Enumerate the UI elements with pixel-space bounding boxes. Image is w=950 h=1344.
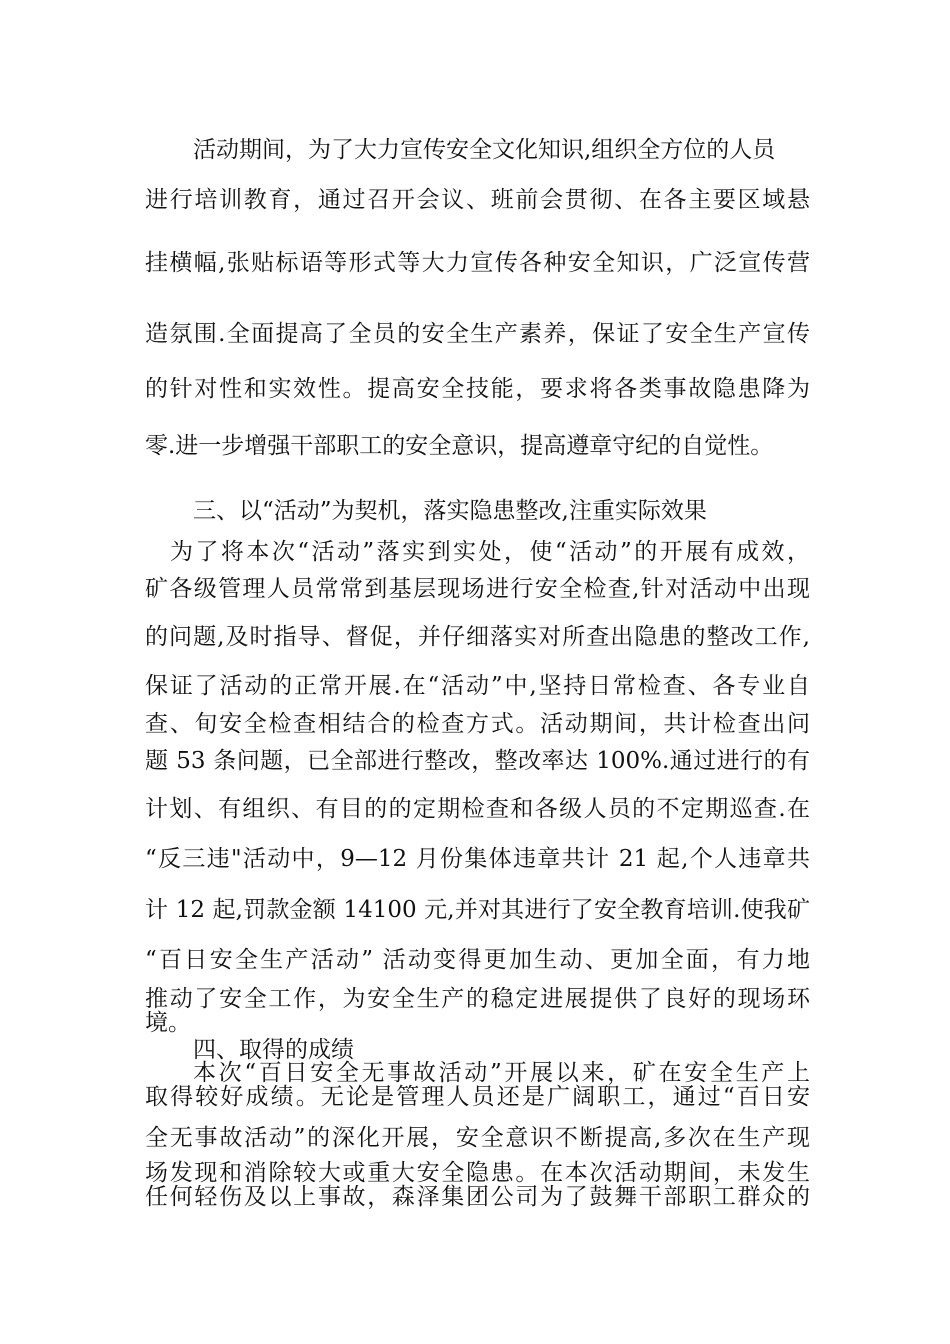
text-line: 挂横幅,张贴标语等形式等大力宣传各种安全知识，广泛宣传营 [145, 250, 810, 276]
text-line: 取得较好成绩。无论是管理人员还是广阔职工，通过“百日安 [145, 1084, 810, 1110]
text-line: 查、旬安全检查相结合的检查方式。活动期间，共计检查出问 [145, 711, 810, 737]
text-line: 保证了活动的正常开展.在“活动”中,坚持日常检查、各专业自 [145, 673, 810, 699]
text-line: 活动期间，为了大力宣传安全文化知识,组织全方位的人员 [193, 137, 776, 163]
text-line: 全无事故活动”的深化开展，安全意识不断提高,多次在生产现 [145, 1125, 810, 1151]
text-line: 的针对性和实效性。提高安全技能，要求将各类事故隐患降为 [145, 376, 810, 402]
text-line: 的问题,及时指导、督促，并仔细落实对所查出隐患的整改工作, [145, 624, 810, 650]
section-heading: 四、取得的成绩 [193, 1037, 354, 1063]
text-line: “反三违"活动中，9—12 月份集体违章共计 21 起,个人违章共 [145, 846, 810, 872]
section-heading: 三、以“活动”为契机，落实隐患整改,注重实际效果 [193, 498, 707, 524]
text-line: 境。 [145, 1010, 191, 1036]
text-line: 推动了安全工作，为安全生产的稳定进展提供了良好的现场环 [145, 986, 810, 1012]
text-line: 矿各级管理人员常常到基层现场进行安全检查,针对活动中出现 [145, 576, 810, 602]
text-line: “百日安全生产活动” 活动变得更加生动、更加全面，有力地 [145, 947, 810, 973]
text-line: 进行培训教育，通过召开会议、班前会贯彻、在各主要区域悬 [145, 187, 810, 213]
text-line: 题 53 条问题，已全部进行整改，整改率达 100%.通过进行的有 [145, 748, 810, 774]
text-line: 任何轻伤及以上事故，森泽集团公司为了鼓舞干部职工群众的 [145, 1184, 810, 1210]
text-line: 计划、有组织、有目的的定期检查和各级人员的不定期巡查.在 [145, 796, 810, 822]
text-line: 本次“百日安全无事故活动”开展以来，矿在安全生产上 [193, 1060, 810, 1086]
text-line: 计 12 起,罚款金额 14100 元,并对其进行了安全教育培训.使我矿 [145, 897, 810, 923]
text-line: 场发现和消除较大或重大安全隐患。在本次活动期间，未发生 [145, 1160, 810, 1186]
text-line: 零.进一步增强干部职工的安全意识，提高遵章守纪的自觉性。 [145, 433, 774, 459]
text-line: 造氛围.全面提高了全员的安全生产素养，保证了安全生产宣传 [145, 321, 810, 347]
text-line: 为了将本次“活动”落实到实处，使“活动”的开展有成效， [170, 539, 810, 565]
